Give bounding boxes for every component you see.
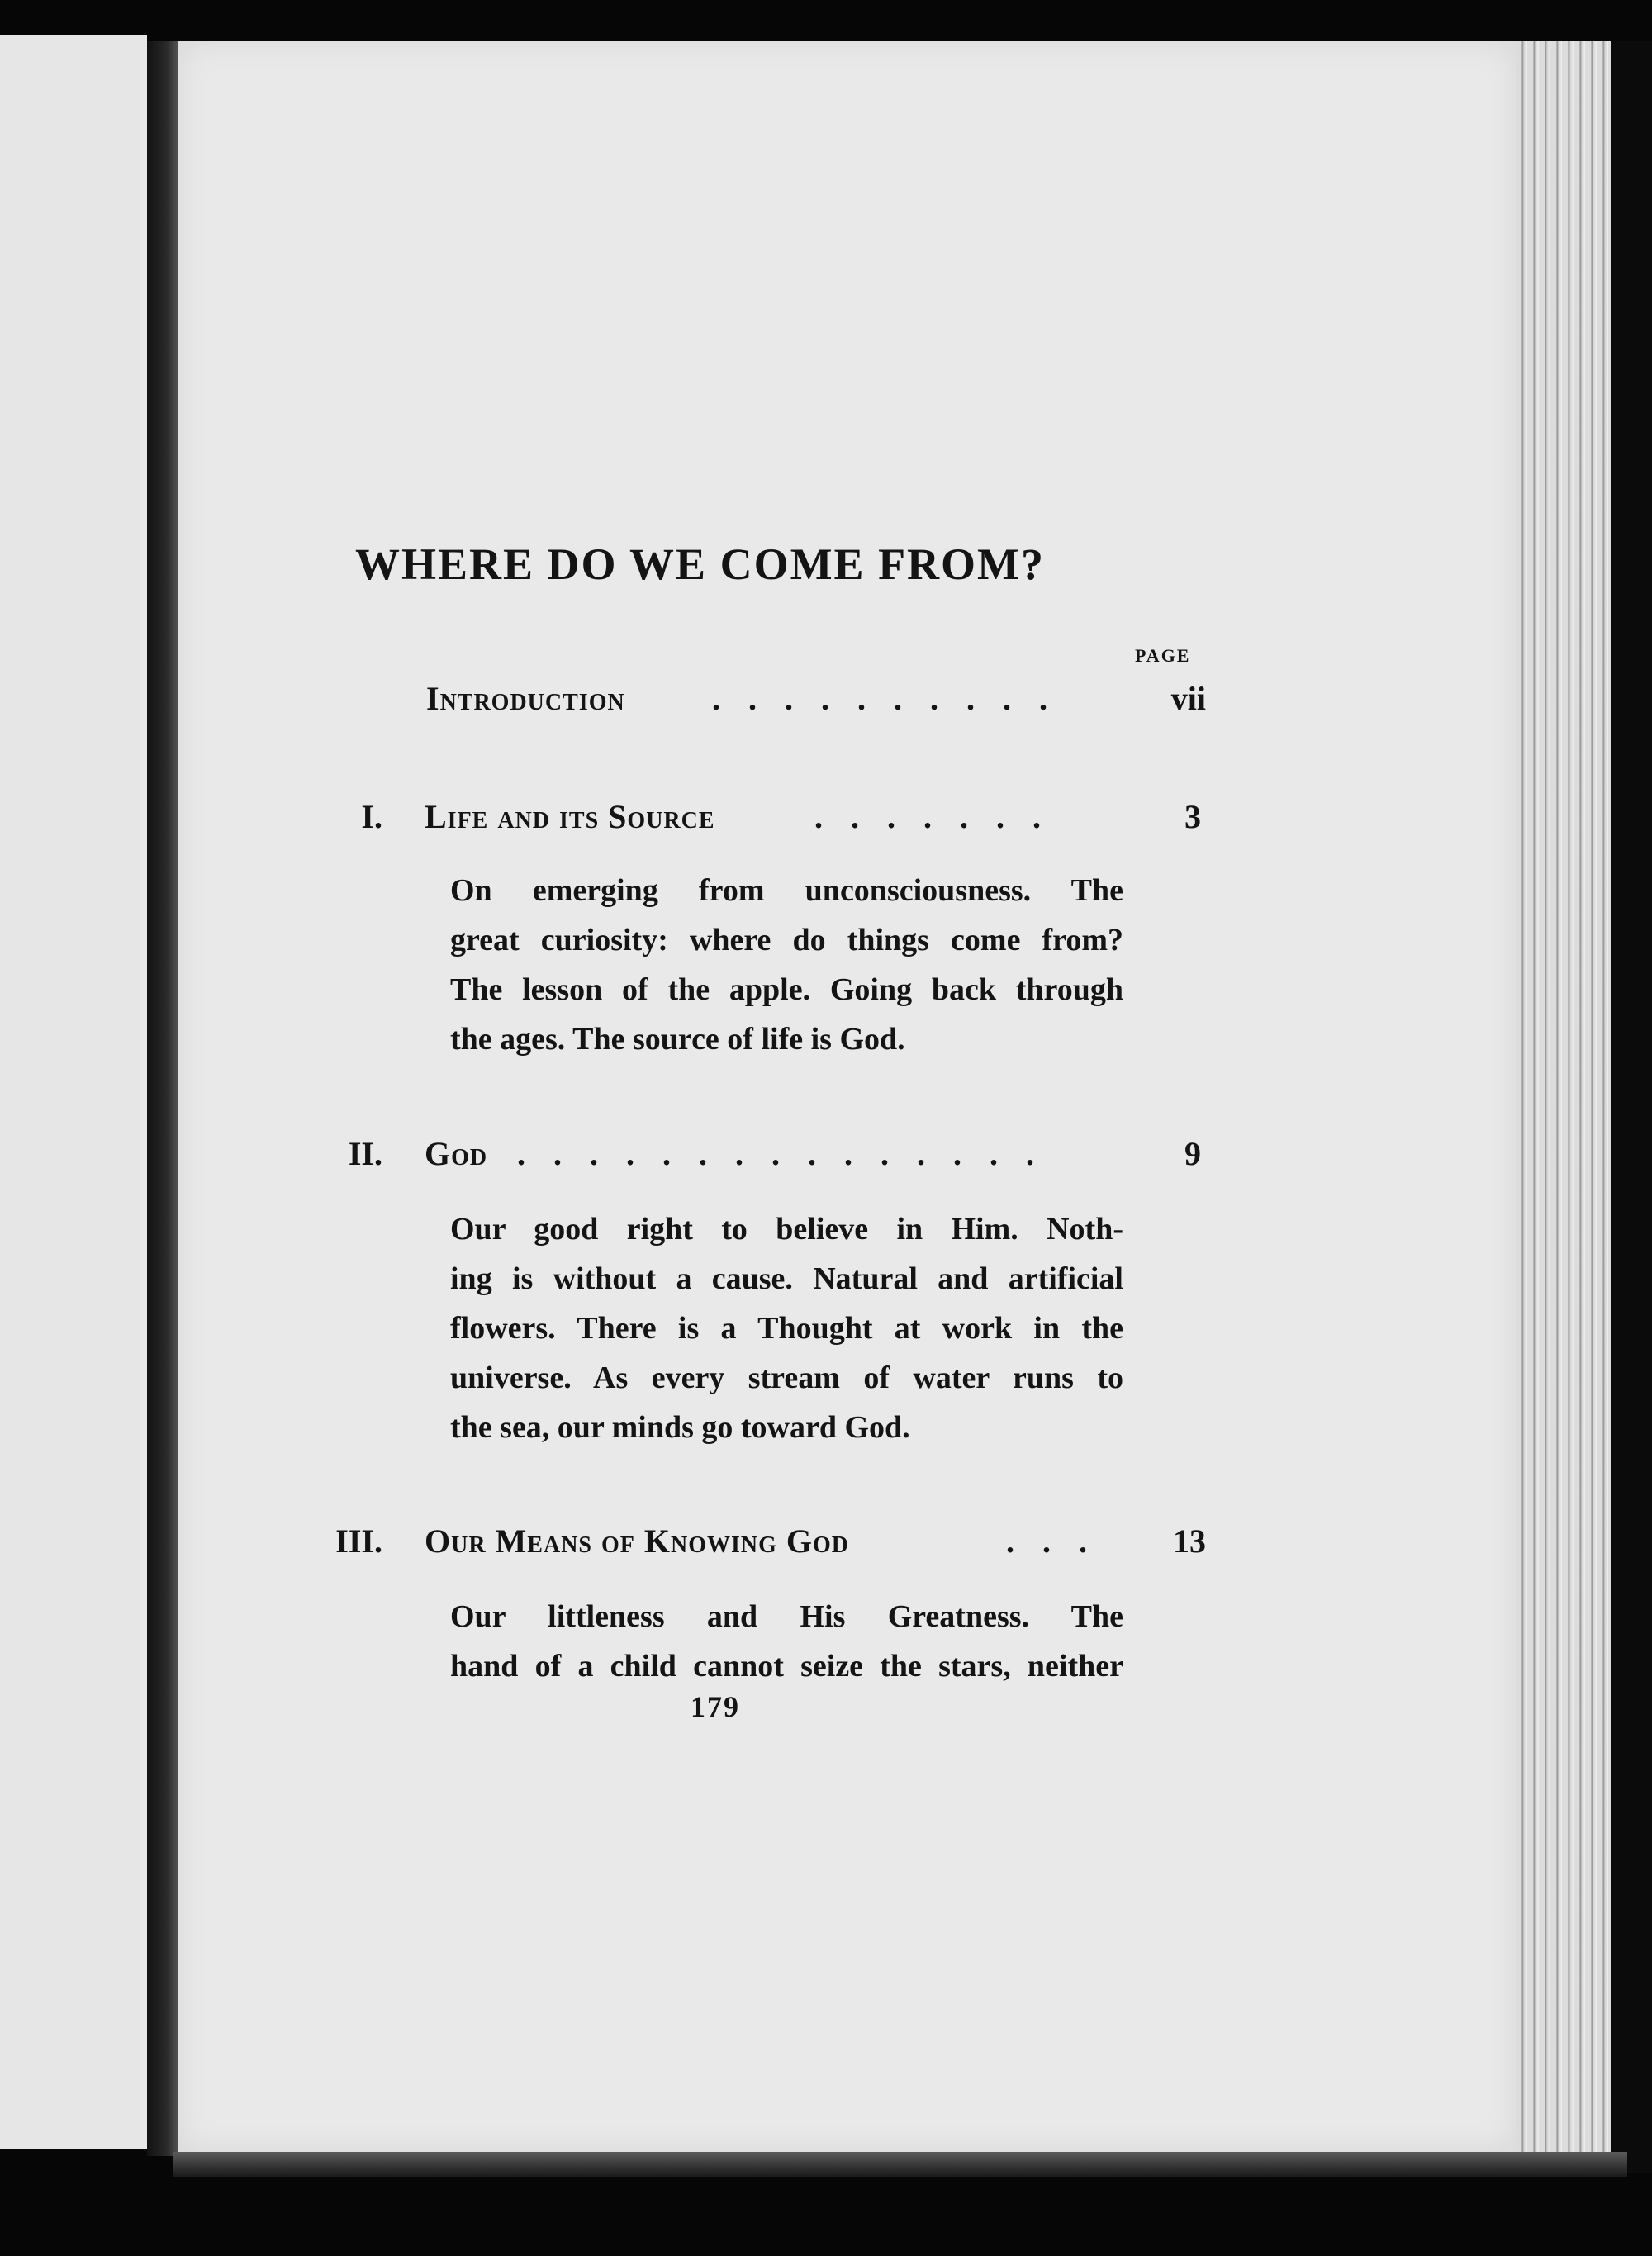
summary-line: The lesson of the apple. Going back through — [450, 972, 1123, 1007]
summary-line: great curiosity: where do things come from? — [450, 923, 1123, 957]
toc-entry-chapter-1 — [322, 797, 1206, 847]
toc-entry-chapter-3 — [322, 1522, 1206, 1571]
chapter-3-summary — [450, 1592, 1123, 1691]
toc-leader-dots: . . . . . . . — [814, 798, 1051, 835]
summary-line: hand of a child cannot seize the stars, neither — [450, 1649, 1123, 1684]
toc-page-number: vii — [1170, 680, 1206, 717]
toc-entry-label: Life and its Source — [425, 798, 715, 835]
toc-page-number: 9 — [1184, 1135, 1201, 1172]
page-number-footer: 179 — [691, 1690, 740, 1723]
chapter-1-summary — [450, 866, 1123, 1064]
chapter-numeral: I. — [361, 798, 382, 835]
summary-line: Our littleness and His Greatness. The — [450, 1599, 1123, 1634]
toc-entry-introduction — [322, 679, 1206, 729]
toc-entry-chapter-2 — [322, 1134, 1206, 1184]
toc-leader-dots: . . . . . . . . . . . . . . . — [517, 1135, 1044, 1172]
toc-entry-label: Our Means of Knowing God — [425, 1522, 850, 1560]
summary-line: flowers. There is a Thought at work in the — [450, 1311, 1123, 1346]
summary-line: the ages. The source of life is God. — [450, 1022, 905, 1057]
page-title: WHERE DO WE COME FROM? — [355, 539, 1046, 589]
chapter-2-summary — [450, 1204, 1123, 1452]
toc-page-number: 3 — [1184, 798, 1201, 835]
summary-line: Our good right to believe in Him. Noth- — [450, 1212, 1123, 1247]
toc-leader-dots: . . . — [1006, 1522, 1097, 1560]
summary-line: On emerging from unconsciousness. The — [450, 873, 1123, 908]
summary-line: the sea, our minds go toward God. — [450, 1410, 910, 1445]
page-column-label: PAGE — [1135, 645, 1191, 666]
toc-page-number: 13 — [1173, 1522, 1206, 1560]
summary-line: ing is without a cause. Natural and artificial — [450, 1261, 1123, 1296]
toc-leader-dots: . . . . . . . . . . — [712, 680, 1057, 717]
chapter-numeral: II. — [348, 1135, 382, 1172]
toc-entry-label: God — [425, 1135, 488, 1172]
toc-entry-label: Introduction — [426, 680, 625, 717]
summary-line: universe. As every stream of water runs to — [450, 1361, 1123, 1395]
chapter-numeral: III. — [335, 1522, 382, 1560]
